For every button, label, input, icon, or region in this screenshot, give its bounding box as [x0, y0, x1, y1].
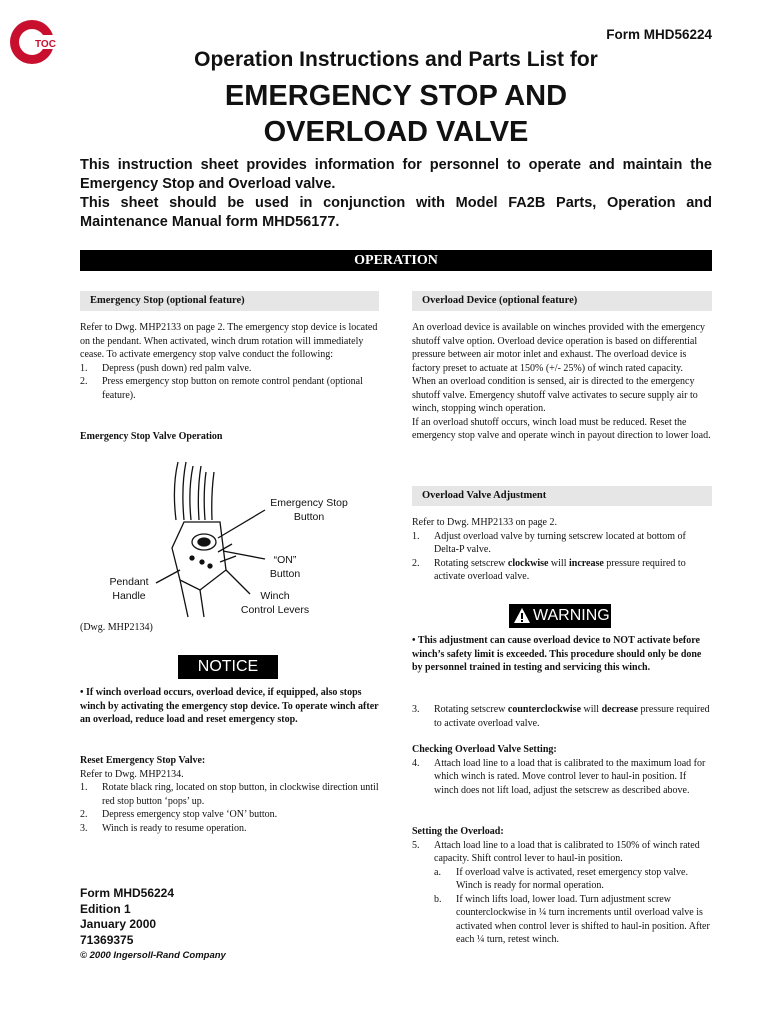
overload-device-heading: Overload Device (optional feature)	[412, 291, 712, 311]
list-item: 5. Attach load line to a load that is calibrated to 150% of winch rated capacity. Shift control lever to haul-in position.	[412, 839, 700, 864]
list-item: 1. Depress (push down) red palm valve.	[80, 362, 252, 374]
footer-edition: Edition 1	[80, 901, 131, 916]
notice-label: NOTICE	[178, 655, 278, 679]
label-estop-line2: Button	[293, 511, 325, 523]
adjustment-step-3	[412, 703, 712, 730]
footer	[80, 886, 226, 964]
form-number: Form MHD56224	[606, 27, 712, 42]
label-winch-line2: Control Levers	[240, 604, 310, 616]
toc-logo[interactable]	[8, 18, 56, 66]
list-item: 3. Rotating setscrew counterclockwise will decrease pressure required to activate overload valve.	[412, 704, 710, 729]
logo-text: TOC	[35, 39, 56, 50]
intro-paragraph-1: This instruction sheet provides information for personnel to operate and maintain the Emergency Stop and Overload valve.	[80, 157, 712, 192]
reset-section	[80, 754, 379, 835]
setting-section	[412, 825, 712, 947]
reset-heading: Reset Emergency Stop Valve:	[80, 755, 206, 766]
footer-date: January 2000	[80, 917, 157, 931]
list-item: 1. Rotate black ring, located on stop button, in clockwise direction until red stop button ‘pops’ up.	[80, 782, 379, 807]
warning-text: • This adjustment can cause overload device to NOT activate before winch’s safety limit is exceeded. This procedure should only be done by personnel trained in testing and servicing this winch.	[412, 635, 702, 673]
intro-text	[80, 156, 712, 232]
emergency-stop-heading: Emergency Stop (optional feature)	[80, 291, 379, 311]
label-on-line1: “ON”	[273, 554, 297, 566]
overload-device-section	[412, 321, 712, 443]
list-item: 4. Attach load line to a load that is calibrated to the maximum load for which winch is rated. Move control lever to haul-in position. If winch does not lift load, adjust the setscrew as described above.	[412, 757, 706, 796]
adjustment-intro: Refer to Dwg. MHP2133 on page 2.	[412, 517, 557, 528]
reset-intro: Refer to Dwg. MHP2134.	[80, 768, 184, 780]
emergency-stop-section	[80, 321, 379, 402]
warning-triangle-icon	[513, 607, 531, 624]
list-item: 2. Depress emergency stop valve ‘ON’ button.	[80, 809, 278, 820]
setting-heading: Setting the Overload:	[412, 826, 504, 837]
overload-paragraph-3: If an overload shutoff occurs, winch load must be reduced. Reset the emergency stop valve and operate winch in payout direction to lower load.	[412, 416, 711, 441]
overload-adjustment-heading: Overload Valve Adjustment	[412, 486, 712, 506]
valve-operation-subheading: Emergency Stop Valve Operation	[80, 431, 223, 442]
overload-paragraph-2: When an overload condition is sensed, air is directed to the emergency shutoff valve. Emergency shutoff valve activates to secure supply air to winch, stopping winch operation.	[412, 376, 698, 414]
operation-banner: OPERATION	[80, 250, 712, 271]
title-line-2: EMERGENCY STOP AND	[224, 80, 568, 112]
list-item: 3. Winch is ready to resume operation.	[80, 822, 247, 834]
footer-number: 71369375	[80, 932, 134, 947]
emergency-stop-valve-diagram	[80, 452, 379, 624]
title-main	[80, 78, 712, 150]
label-on-line2: Button	[269, 568, 301, 580]
title-line-1: Operation Instructions and Parts List for	[194, 48, 598, 71]
list-item: b. If winch lifts load, lower load. Turn adjustment screw counterclockwise in ¼ turn increments until overload valve is activated when control lever is shifted to haul-in position. After each ¼ turn, retest winch.	[434, 893, 710, 945]
footer-form: Form MHD56224	[80, 886, 175, 900]
checking-section	[412, 743, 712, 797]
overload-paragraph-1: An overload device is available on winches provided with the emergency shutoff valve option. Overload device operation is based on differential pressure between air motor inlet and exhaust. The overload device is factory preset to actuate at 150% (+/- 25%) of winch rated capacity.	[412, 322, 706, 374]
list-item: 2. Press emergency stop button on remote control pendant (optional feature).	[80, 376, 363, 401]
list-item: a. If overload valve is activated, reset emergency stop valve. Winch is ready for normal operation.	[434, 866, 688, 891]
checking-heading: Checking Overload Valve Setting:	[412, 744, 557, 755]
label-winch-line1: Winch	[260, 590, 290, 602]
emergency-stop-intro: Refer to Dwg. MHP2133 on page 2. The emergency stop device is located on the pendant. When activated, winch drum rotation will immediately cease. To activate emergency stop valve conduct the following:	[80, 322, 378, 360]
label-pendant-line1: Pendant	[109, 576, 149, 588]
list-item: 1. Adjust overload valve by turning setscrew located at bottom of Delta-P valve.	[412, 530, 686, 555]
label-pendant-line2: Handle	[112, 590, 146, 602]
dwg-caption: (Dwg. MHP2134)	[80, 622, 153, 633]
title-line-3: OVERLOAD VALVE	[263, 116, 529, 148]
warning-label: WARNING	[509, 604, 611, 628]
list-item: 2. Rotating setscrew clockwise will increase pressure required to activate overload valve.	[412, 557, 686, 582]
label-estop-line1: Emergency Stop	[270, 497, 348, 509]
footer-copyright: © 2000 Ingersoll-Rand Company	[80, 950, 226, 961]
intro-paragraph-2: This sheet should be used in conjunction with Model FA2B Parts, Operation and Maintenance Manual form MHD56177.	[80, 195, 712, 230]
adjustment-steps	[412, 516, 712, 584]
notice-text: • If winch overload occurs, overload device, if equipped, also stops winch by activating the emergency stop device. To operate winch after an overload, reduce load and reset emergency stop.	[80, 687, 379, 725]
